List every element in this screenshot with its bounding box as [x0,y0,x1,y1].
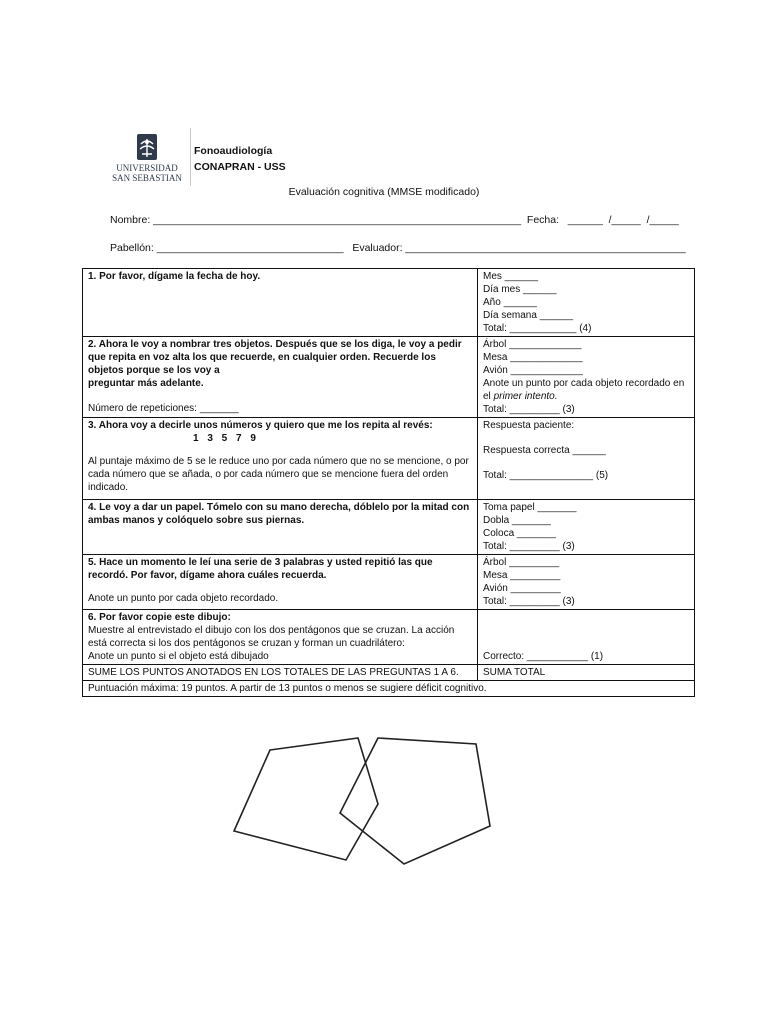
answer-line[interactable]: Mesa _____________ [483,352,583,363]
answer-line[interactable]: Mesa _________ [483,570,561,581]
answer-cell[interactable] [478,418,695,500]
document-title: Evaluación cognitiva (MMSE modificado) [288,186,480,198]
question-row-3 [83,418,695,500]
pabellon-evaluador-field[interactable]: Pabellón: ________________________________ Evaluador: ________________________________________________ [110,242,686,254]
question-row-1 [83,269,695,337]
mmse-table [82,268,695,697]
scoring-note: Al puntaje máximo de 5 se le reduce uno por cada número que no se mencione, o por cada número que se añada, o por cada número que se mencione fuera del orden indicado. [88,456,469,493]
answer-cell[interactable] [478,337,695,418]
question-text: 4. Le voy a dar un papel. Tómelo con su mano derecha, dóblelo por la mitad con ambas manos y colóquelo sobre sus piernas. [88,502,470,526]
answer-cell[interactable] [478,269,695,337]
org-block [194,143,286,175]
scoring-note: Anote un punto si el objeto está dibujado [88,651,269,662]
question-text: 5. Hace un momento le leí una serie de 3 palabras y usted repitió las que recordó. Por favor, dígame ahora cuáles recuerda. [88,557,433,581]
total-line[interactable]: Total: _______________ (5) [483,470,609,481]
org-name: Fonoaudiología [194,145,273,157]
question-cell [83,418,478,500]
svg-text:SAN SEBASTIAN: SAN SEBASTIAN [112,173,182,183]
intersecting-pentagons-drawing [228,730,498,872]
question-text: 3. Ahora voy a decirle unos números y quiero que me los repita al revés: [88,420,433,431]
answer-line[interactable]: Avión _____________ [483,365,583,376]
svg-text:UNIVERSIDAD: UNIVERSIDAD [116,163,178,173]
question-row-4 [83,500,695,555]
question-cell [83,500,478,555]
answer-line[interactable]: Avión _________ [483,583,561,594]
answer-line[interactable]: Día mes ______ [483,284,557,295]
org-program: CONAPRAN - USS [194,161,286,173]
question-text: 2. Ahora le voy a nombrar tres objetos. Después que se los diga, le voy a pedir que repita en voz alta los que recuerde, en cualquier orden. Recuerde los objetos porque se los voy a [88,339,462,376]
question-cell [83,555,478,610]
nombre-fecha-field[interactable]: Nombre: _______________________________________________________________ Fecha: ______ /_____ /_____ [110,214,679,226]
total-line[interactable]: Correcto: ___________ (1) [483,651,604,662]
sum-row [83,665,695,681]
answer-line[interactable]: Árbol _____________ [483,339,582,350]
question-text: 1. Por favor, dígame la fecha de hoy. [88,271,261,282]
total-line[interactable]: Total: _________ (3) [483,596,575,607]
question-text: Muestre al entrevistado el dibujo con los dos pentágonos que se cruzan. La acción está correcta si los dos pentágonos se cruzan y forman un cuadrilátero: [88,625,455,649]
right-pentagon [340,738,490,864]
question-row-2 [83,337,695,418]
total-line[interactable]: Total: ____________ (4) [483,323,592,334]
answer-line[interactable]: Día semana ______ [483,310,574,321]
number-sequence: 1 3 5 7 9 [193,433,259,444]
answer-cell[interactable] [478,500,695,555]
answer-line[interactable]: Árbol _________ [483,557,560,568]
answer-line[interactable]: Respuesta correcta ______ [483,445,606,456]
question-cell [83,337,478,418]
question-cell [83,269,478,337]
answer-cell[interactable] [478,610,695,665]
university-logo [108,132,186,188]
footer-row [83,681,695,697]
question-text: 6. Por favor copie este dibujo: [88,612,231,623]
total-line[interactable]: Total: _________ (3) [483,541,575,552]
question-cell [83,610,478,665]
sum-instruction: SUME LOS PUNTOS ANOTADOS EN LOS TOTALES DE LAS PREGUNTAS 1 A 6. [83,665,478,681]
question-row-6 [83,610,695,665]
left-pentagon [234,738,378,860]
answer-line[interactable]: Año ______ [483,297,537,308]
answer-line[interactable]: Coloca _______ [483,528,556,539]
sum-total-field[interactable]: SUMA TOTAL [478,665,695,681]
total-line[interactable]: Total: _________ (3) [483,404,575,415]
answer-cell[interactable] [478,555,695,610]
question-text: preguntar más adelante. [88,378,204,389]
answer-line[interactable]: Mes ______ [483,271,539,282]
max-score-note: Puntuación máxima: 19 puntos. A partir de 13 puntos o menos se sugiere déficit cognitivo. [83,681,695,697]
header-divider [190,128,191,186]
answer-line[interactable]: Toma papel _______ [483,502,577,513]
repetitions-field[interactable]: Número de repeticiones: _______ [88,403,239,414]
scoring-note: Anote un punto por cada objeto recordado. [88,593,279,604]
question-row-5 [83,555,695,610]
answer-line[interactable]: Respuesta paciente: [483,420,575,431]
answer-line[interactable]: Dobla _______ [483,515,551,526]
scoring-note: Anote un punto por cada objeto recordado en el primer intento. [483,378,685,402]
